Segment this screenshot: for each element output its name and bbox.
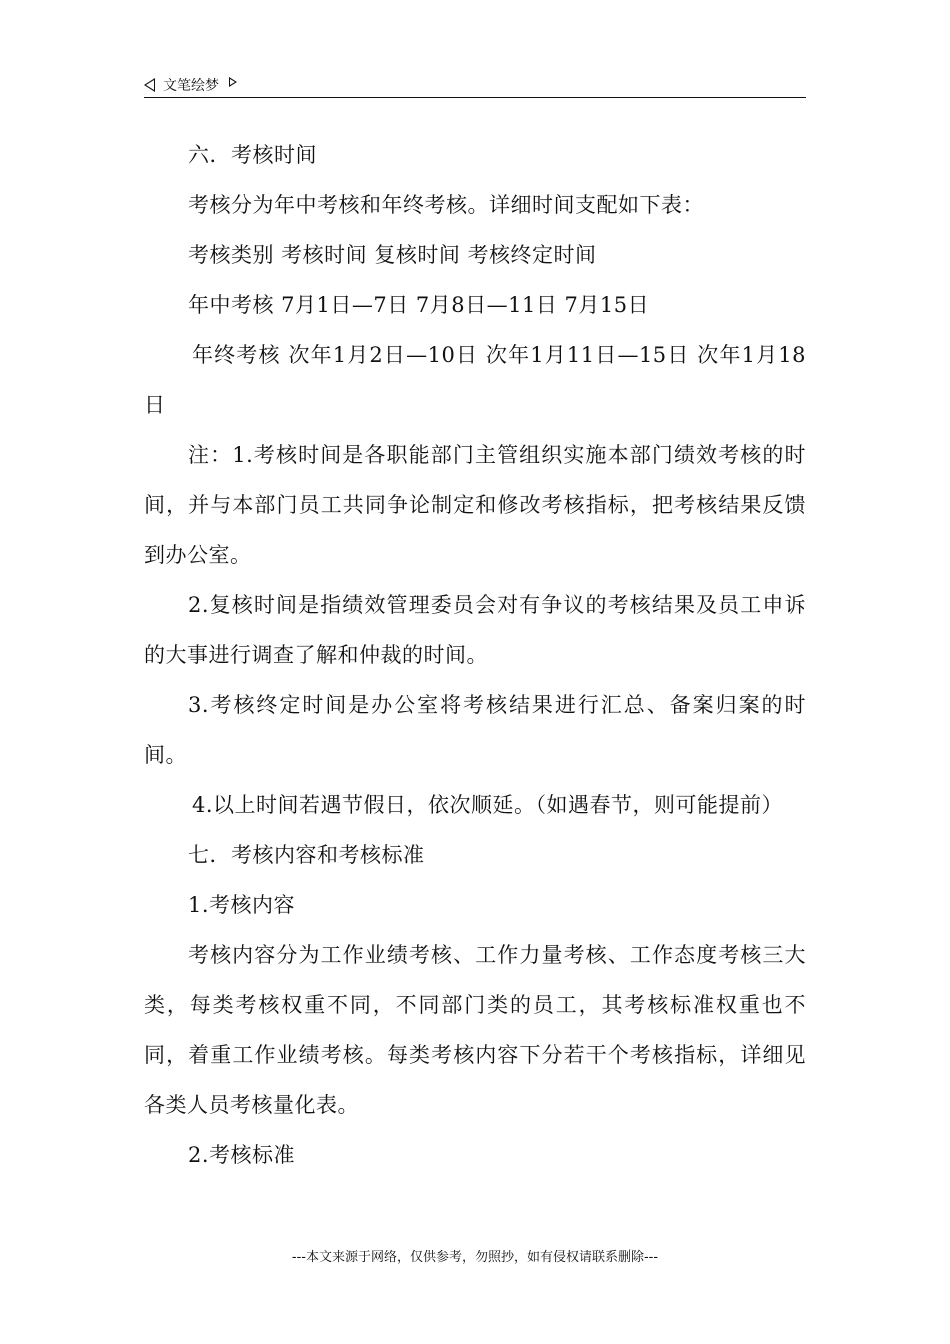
schedule-row-yearend: 年终考核 次年1月2日—10日 次年1月11日—15日 次年1月18日 (144, 343, 806, 417)
page-footer: ---本文来源于网络，仅供参考，勿照抄，如有侵权请联系删除--- (291, 1250, 659, 1265)
left-triangle-icon (144, 78, 155, 92)
note-4: 4.以上时间若遇节假日，依次顺延。（如遇春节，则可能提前） (192, 793, 784, 817)
schedule-header-row: 考核类别 考核时间 复核时间 考核终定时间 (188, 243, 597, 267)
page-header (144, 74, 237, 96)
paragraph-content: 考核内容分为工作业绩考核、工作力量考核、工作态度考核三大类，每类考核权重不同，不同部门类的员工，其考核标准权重也不同，着重工作业绩考核。每类考核内容下分若干个考核指标，详细见各类人员考核量化表。 (144, 943, 806, 1117)
schedule-row-midyear: 年中考核 7月1日—7日 7月8日—11日 7月15日 (188, 293, 650, 317)
header-divider (144, 97, 806, 98)
subheading-content: 1.考核内容 (188, 893, 296, 917)
header-title: 文笔绘梦 (163, 78, 219, 94)
subheading-standard: 2.考核标准 (188, 1143, 296, 1167)
note-1: 注：1.考核时间是各职能部门主管组织实施本部门绩效考核的时间，并与本部门员工共同争论制定和修改考核指标，把考核结果反馈到办公室。 (144, 443, 806, 567)
document-body (144, 130, 806, 1180)
note-3: 3.考核终定时间是办公室将考核结果进行汇总、备案归案的时间。 (144, 693, 806, 767)
section-heading-7: 七．考核内容和考核标准 (188, 843, 425, 867)
section-heading-6: 六．考核时间 (188, 143, 317, 167)
paragraph-intro: 考核分为年中考核和年终考核。详细时间支配如下表： (188, 193, 704, 217)
note-2: 2.复核时间是指绩效管理委员会对有争议的考核结果及员工申诉的大事进行调查了解和仲裁的时间。 (144, 593, 806, 667)
right-triangle-icon (229, 77, 237, 87)
